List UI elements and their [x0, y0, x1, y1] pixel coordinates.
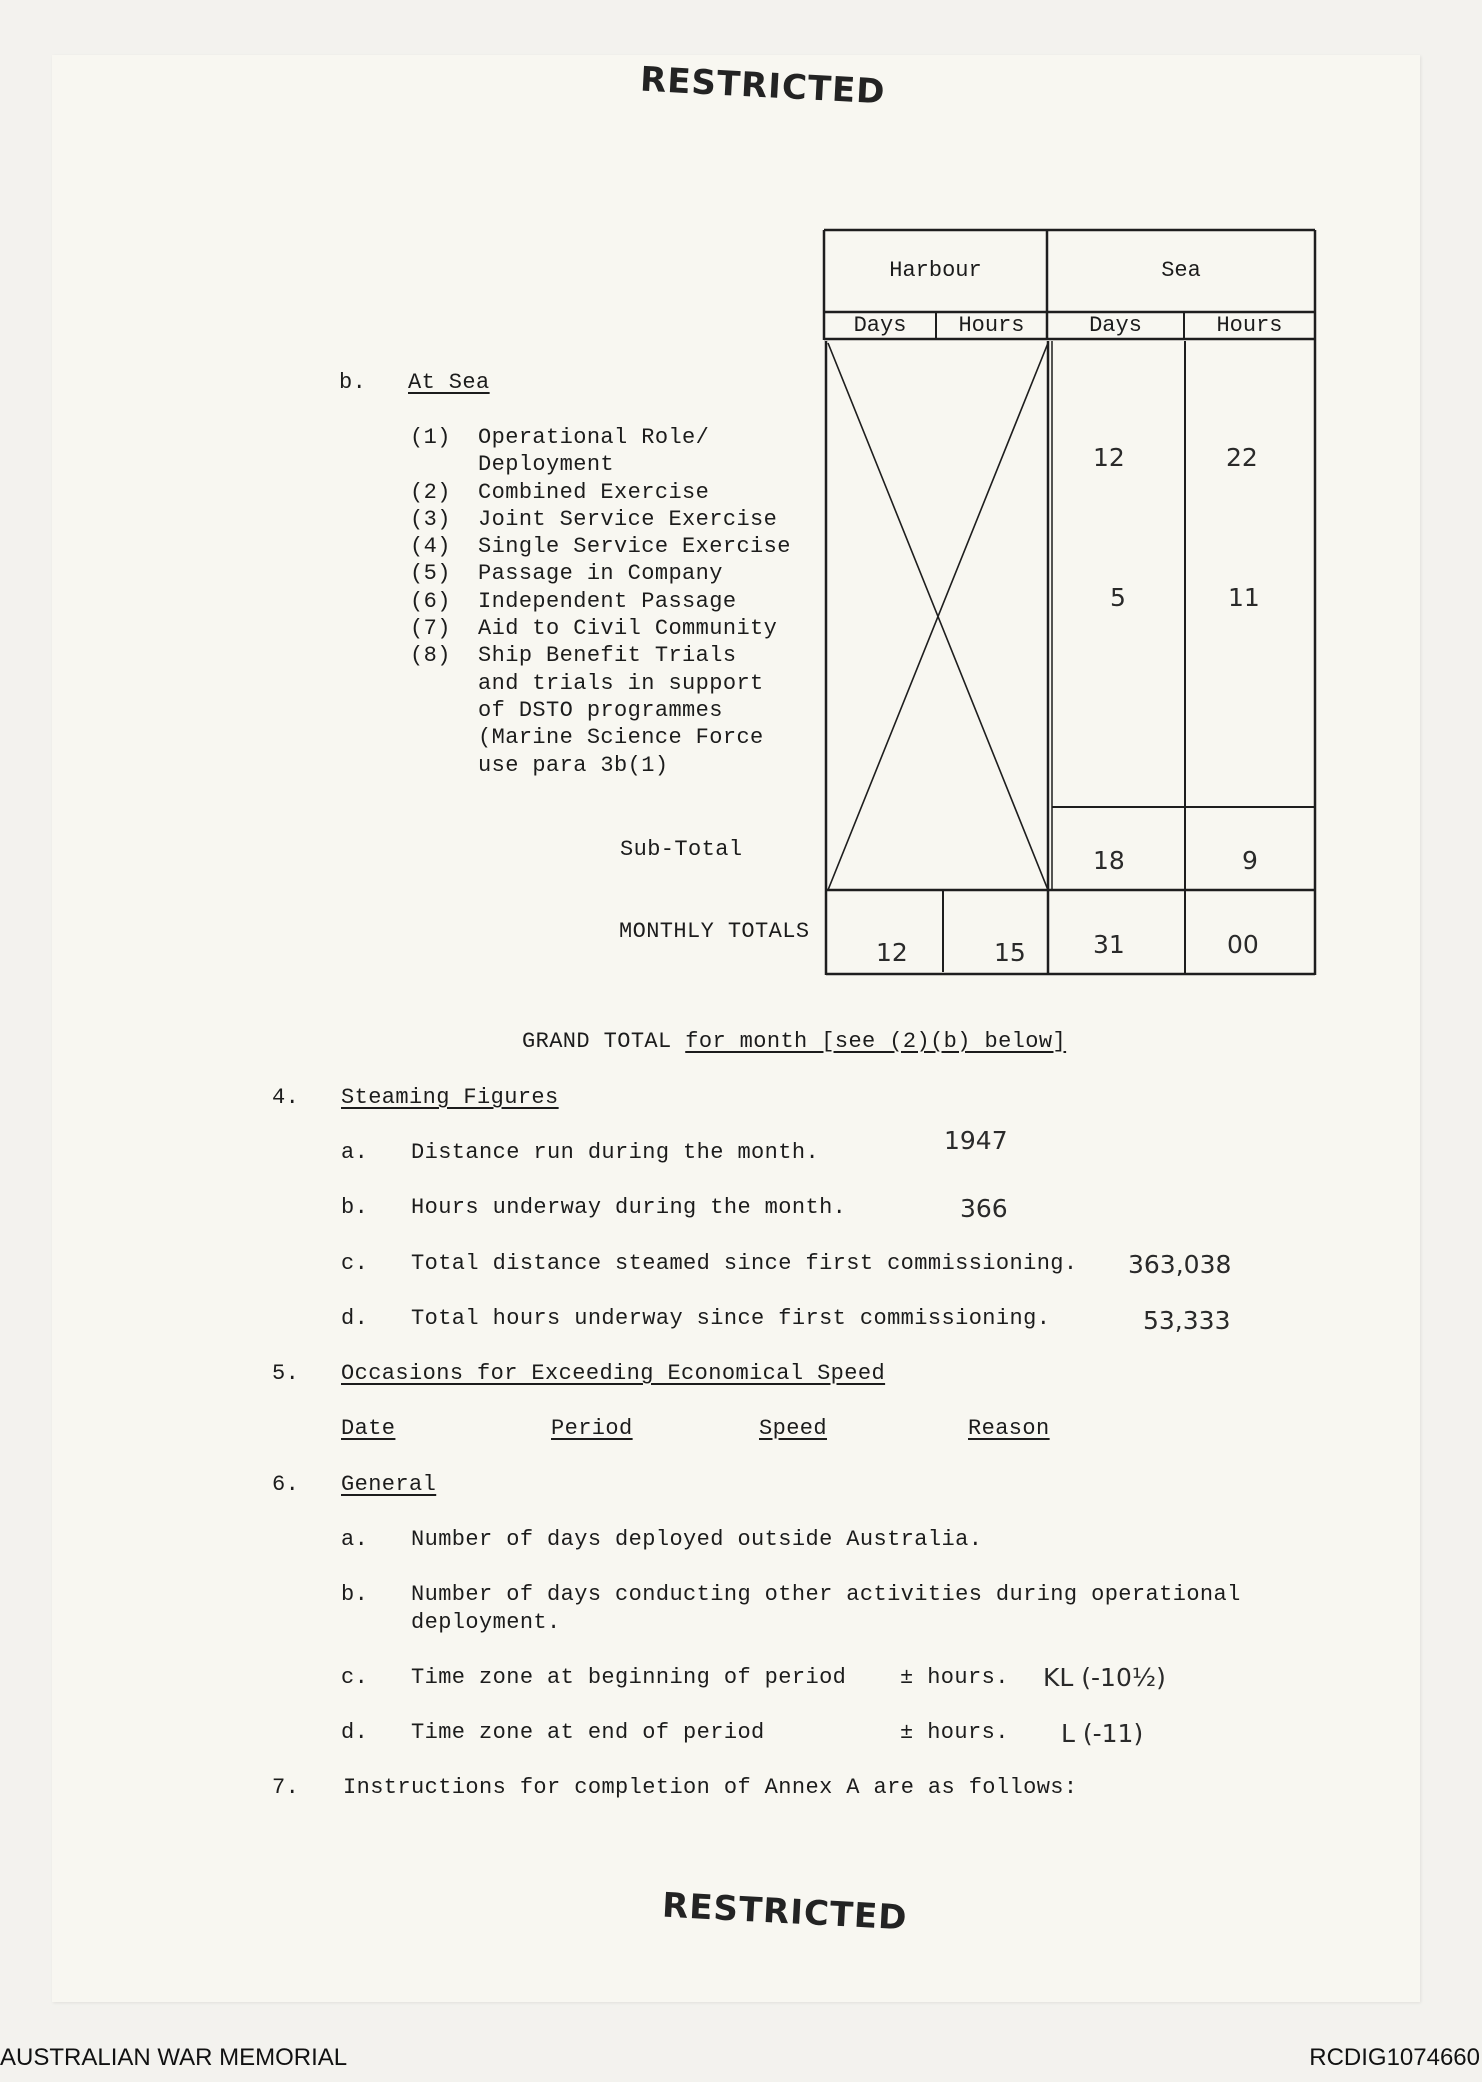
- section-4a-text: Distance run during the month.: [411, 1140, 820, 1165]
- section-6a-letter: a.: [341, 1527, 369, 1552]
- section-4b-text: Hours underway during the month.: [411, 1195, 847, 1220]
- list-item: and trials in support: [410, 670, 764, 696]
- section-4c-value: 363,038: [1128, 1250, 1232, 1279]
- col-speed: Speed: [759, 1416, 828, 1441]
- at-sea-marker: b.: [339, 370, 367, 395]
- section-6c-value: KL (-10½): [1043, 1663, 1166, 1692]
- section-5-number: 5.: [272, 1361, 300, 1386]
- section-4d-text: Total hours underway since first commissioning.: [411, 1306, 1051, 1331]
- restricted-stamp-top: RESTRICTED: [639, 59, 887, 113]
- list-item: (1) Operational Role/: [410, 425, 710, 450]
- section-6-number: 6.: [272, 1472, 300, 1497]
- section-6c-text: Time zone at beginning of period: [411, 1665, 847, 1690]
- section-6c-letter: c.: [341, 1665, 369, 1690]
- list-item: (3) Joint Service Exercise: [410, 506, 778, 532]
- sea-days-header: Days: [1089, 313, 1142, 338]
- footer-id: RCDIG1074660: [1309, 2044, 1480, 2071]
- section-6c-unit: ± hours.: [900, 1665, 1009, 1690]
- sea-days-operational: 12: [1093, 443, 1125, 472]
- grand-total: [522, 1028, 1066, 1055]
- section-4b-letter: b.: [341, 1195, 369, 1220]
- grand-total-note: for month [see (2)(b) below]: [685, 1029, 1067, 1054]
- section-7-text: Instructions for completion of Annex A are as follows:: [343, 1775, 1078, 1800]
- list-item: (8) Ship Benefit Trials: [410, 643, 737, 669]
- section-6b-text-line2: deployment.: [411, 1610, 561, 1635]
- list-item: Deployment: [410, 452, 615, 478]
- footer-source: AUSTRALIAN WAR MEMORIAL: [0, 2044, 348, 2071]
- at-sea-heading: At Sea: [408, 370, 490, 395]
- section-4a-value: 1947: [944, 1126, 1008, 1155]
- monthly-sea-hours: 00: [1227, 930, 1259, 959]
- monthly-sea-days: 31: [1093, 930, 1125, 959]
- list-item: (Marine Science Force: [410, 725, 764, 751]
- section-4b-value: 366: [960, 1194, 1008, 1223]
- subtotal-sea-hours: 9: [1242, 846, 1258, 875]
- section-6d-letter: d.: [341, 1720, 369, 1745]
- col-reason: Reason: [968, 1416, 1050, 1441]
- list-item: (4) Single Service Exercise: [410, 534, 791, 560]
- list-item: (5) Passage in Company: [410, 561, 723, 587]
- harbour-days-header: Days: [853, 313, 907, 338]
- col-period: Period: [551, 1416, 633, 1441]
- list-item: use para 3b(1): [410, 752, 669, 778]
- restricted-stamp-bottom: RESTRICTED: [661, 1885, 909, 1939]
- monthly-harbour-days: 12: [876, 938, 908, 967]
- sea-hours-header: Hours: [1216, 313, 1283, 338]
- at-sea-list: [410, 424, 791, 779]
- section-4c-text: Total distance steamed since first commissioning.: [411, 1251, 1078, 1276]
- col-harbour-header: Harbour: [889, 258, 982, 283]
- subtotal-label: Sub-Total: [620, 837, 743, 862]
- section-6-heading: General: [341, 1472, 437, 1497]
- section-6d-text: Time zone at end of period: [411, 1720, 765, 1745]
- grand-total-prefix: GRAND TOTAL: [522, 1029, 686, 1054]
- list-item: (6) Independent Passage: [410, 588, 737, 614]
- list-item: of DSTO programmes: [410, 697, 723, 723]
- section-4-heading: Steaming Figures: [341, 1085, 559, 1110]
- section-4d-letter: d.: [341, 1306, 369, 1331]
- section-4a-letter: a.: [341, 1140, 369, 1165]
- section-6d-value: L (-11): [1061, 1719, 1144, 1748]
- col-date: Date: [341, 1416, 396, 1441]
- monthly-totals-label: MONTHLY TOTALS: [619, 919, 810, 944]
- list-item: (7) Aid to Civil Community: [410, 616, 778, 642]
- monthly-harbour-hours: 15: [994, 938, 1026, 967]
- section-4d-value: 53,333: [1143, 1306, 1231, 1335]
- section-6b-text-line1: Number of days conducting other activities during operational: [411, 1582, 1241, 1607]
- sea-days-passage: 5: [1110, 583, 1126, 612]
- section-4c-letter: c.: [341, 1251, 369, 1276]
- section-4-number: 4.: [272, 1085, 300, 1110]
- section-7-number: 7.: [272, 1775, 300, 1800]
- harbour-hours-header: Hours: [958, 313, 1025, 338]
- list-item: (2) Combined Exercise: [410, 479, 710, 505]
- section-6b-letter: b.: [341, 1582, 369, 1607]
- subtotal-sea-days: 18: [1093, 846, 1125, 875]
- section-6d-unit: ± hours.: [900, 1720, 1009, 1745]
- col-sea-header: Sea: [1161, 258, 1201, 283]
- sea-hours-operational: 22: [1226, 443, 1258, 472]
- section-6a-text: Number of days deployed outside Australia.: [411, 1527, 983, 1552]
- sea-hours-passage: 11: [1228, 583, 1260, 612]
- section-5-heading: Occasions for Exceeding Economical Speed: [341, 1361, 886, 1386]
